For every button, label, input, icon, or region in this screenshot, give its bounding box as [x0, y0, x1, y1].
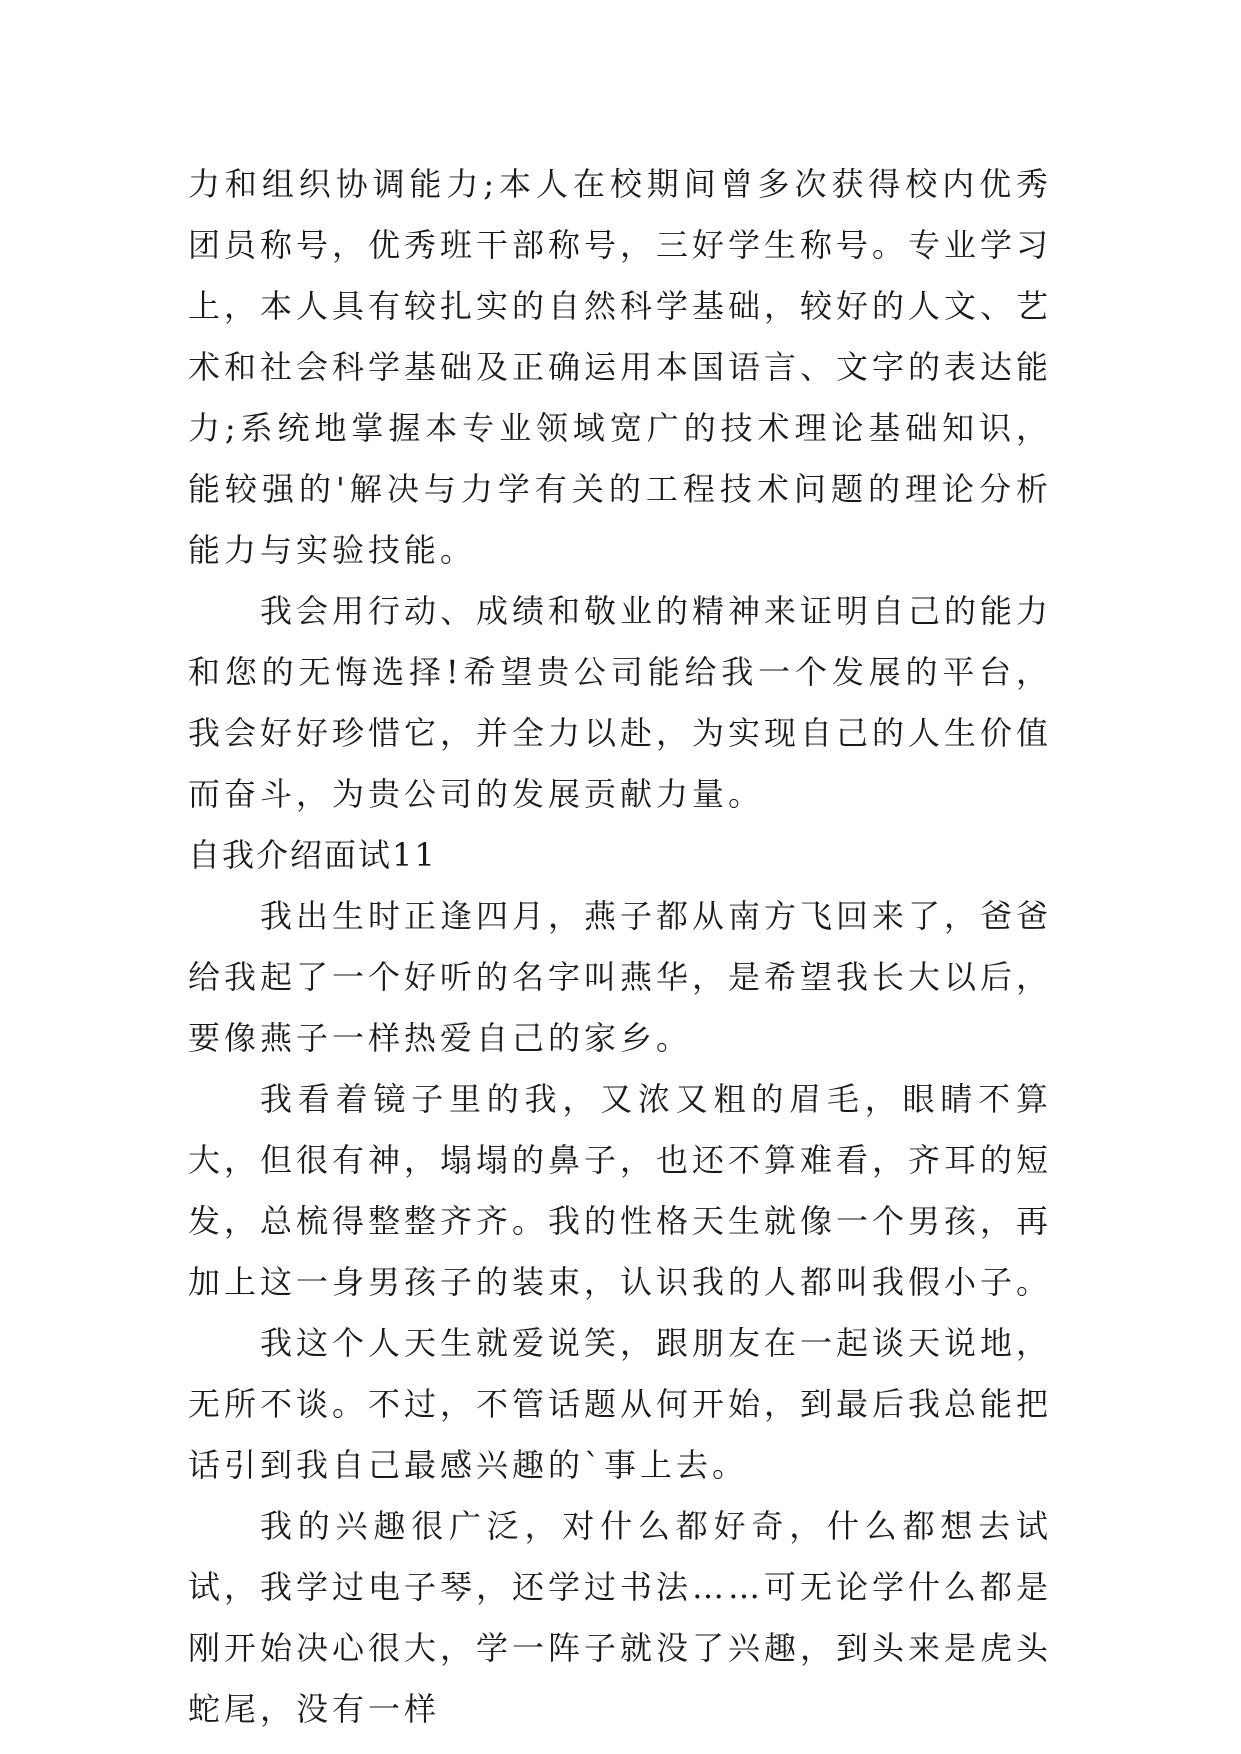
paragraph-interests: 我的兴趣很广泛，对什么都好奇，什么都想去试试，我学过电子琴，还学过书法……可无论学什么都是刚开始决心很大，学一阵子就没了兴趣，到头来是虎头蛇尾，没有一样 [188, 1507, 1053, 1728]
paragraph-birth: 我出生时正逢四月，燕子都从南方飞回来了，爸爸给我起了一个好听的名字叫燕华，是希望我长大以后，要像燕子一样热爱自己的家乡。 [188, 897, 1053, 1057]
paragraph-personality: 我这个人天生就爱说笑，跟朋友在一起谈天说地，无所不谈。不过，不管话题从何开始，到最后我总能把话引到我自己最感兴趣的`事上去。 [188, 1324, 1053, 1484]
document-body [188, 154, 1052, 1740]
paragraph-appearance: 我看着镜子里的我，又浓又粗的眉毛，眼睛不算大，但很有神，塌塌的鼻子，也还不算难看，齐耳的短发，总梳得整整齐齐。我的性格天生就像一个男孩，再加上这一身男孩子的装束，认识我的人都叫我假小子。 [188, 1080, 1053, 1301]
section-heading: 自我介绍面试11 [188, 836, 437, 874]
paragraph-commitment: 我会用行动、成绩和敬业的精神来证明自己的能力和您的无悔选择!希望贵公司能给我一个发展的平台，我会好好珍惜它，并全力以赴，为实现自己的人生价值而奋斗，为贵公司的发展贡献力量。 [188, 592, 1053, 813]
paragraph-continuation: 力和组织协调能力;本人在校期间曾多次获得校内优秀团员称号，优秀班干部称号，三好学生称号。专业学习上，本人具有较扎实的自然科学基础，较好的人文、艺术和社会科学基础及正确运用本国语言、文字的表达能力;系统地掌握本专业领域宽广的技术理论基础知识，能较强的'解决与力学有关的工程技术问题的理论分析能力与实验技能。 [188, 165, 1053, 569]
